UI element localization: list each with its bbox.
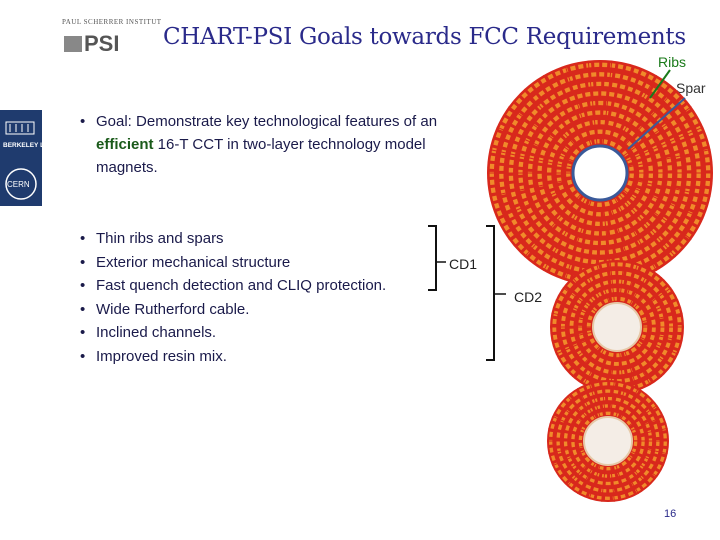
goal-text-2: 16-T CCT in two-layer technology model magnets. [96,136,426,176]
list-item: • Improved resin mix. [80,347,227,365]
berkeley-lab-label: BERKELEY LAB [3,142,54,149]
page-number: 16 [664,508,677,520]
psi-logo [62,18,162,56]
list-item: • Wide Rutherford cable. [80,300,250,318]
goal-paragraph [80,110,480,179]
psi-logo-mark [62,28,148,56]
cd1-label: CD1 [449,256,478,272]
bullet-dot: • [80,113,86,130]
berkeley-lab-icon [4,118,38,138]
cern-label: CERN [7,180,30,189]
magnet-cross-section-small [545,378,671,504]
institution-logos [0,110,54,206]
psi-logo-caption: PAUL SCHERRER INSTITUT [62,18,162,26]
psi-logo-text: PSI [84,31,120,56]
goal-prefix: Goal: [96,113,137,130]
list-item: • Thin ribs and spars [80,230,224,247]
page-title: CHART-PSI Goals towards FCC Requirements [163,24,686,50]
ribs-label: Ribs [658,54,687,70]
list-item: • Inclined channels. [80,324,217,341]
spar-label: Spar [676,80,706,96]
cd2-label: CD2 [514,289,543,305]
magnet-cross-section-medium [548,258,686,396]
magnet-cross-section-large [485,58,715,288]
feature-list [80,227,386,368]
goal-emphasis: efficient [96,136,154,153]
list-item: • Fast quench detection and CLIQ protection. [80,277,387,294]
list-item: • Exterior mechanical structure [80,253,291,271]
goal-text-1: Demonstrate key technological features of an [136,113,438,130]
